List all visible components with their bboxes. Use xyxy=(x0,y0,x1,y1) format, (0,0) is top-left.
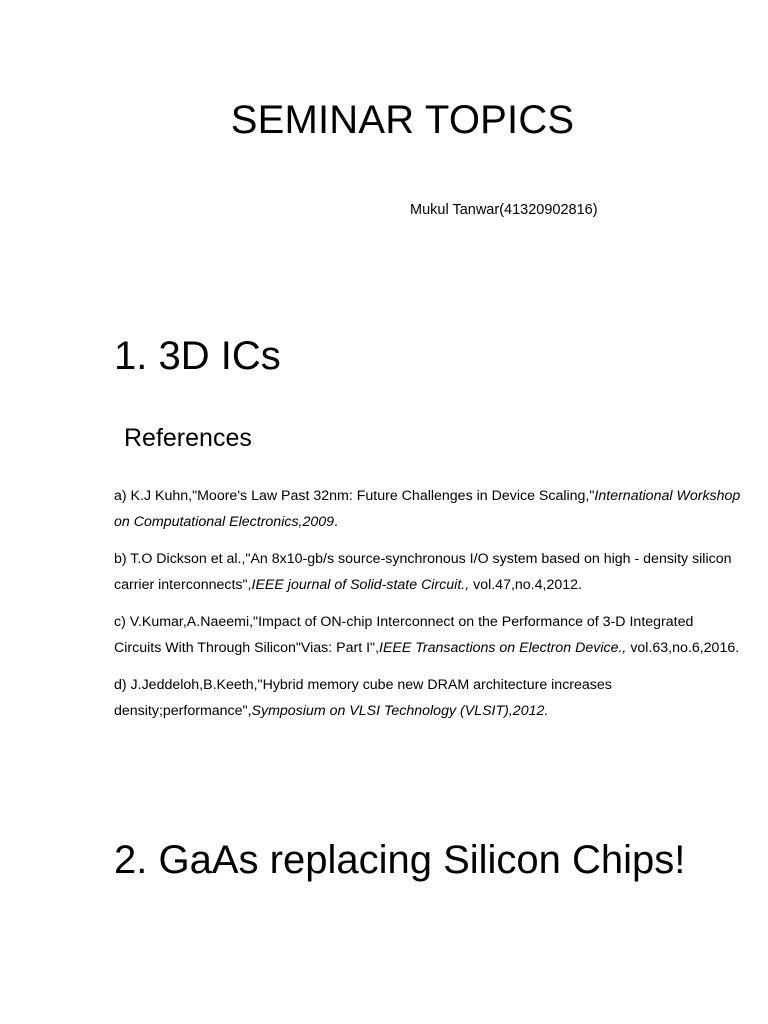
reference-item-a xyxy=(114,484,744,535)
reference-text: b) T.O Dickson et al.,"An 8x10-gb/s source-synchronous I/O system based on high - density silicon carrier interconnects", xyxy=(114,551,732,593)
reference-source: IEEE Transactions on Electron Device., xyxy=(379,639,627,656)
reference-tail: vol.47,no.4,2012. xyxy=(469,576,582,593)
section-heading-3d-ics: 1. 3D ICs xyxy=(114,334,281,378)
reference-item-b xyxy=(114,547,744,598)
reference-list xyxy=(114,484,744,736)
reference-source: IEEE journal of Solid-state Circuit., xyxy=(251,576,470,593)
reference-tail: vol.63,no.6,2016. xyxy=(626,639,740,656)
reference-item-c xyxy=(114,610,744,661)
section-heading-gaas: 2. GaAs replacing Silicon Chips! xyxy=(114,838,686,882)
reference-text: d) J.Jeddeloh,B.Keeth,"Hybrid memory cube new DRAM architecture increases density;performance", xyxy=(114,677,612,719)
reference-source: International Workshop on Computational Electronics,2009 xyxy=(114,488,741,530)
reference-text: c) V.Kumar,A.Naeemi,"Impact of ON-chip Interconnect on the Performance of 3-D Integrated Circuits With Through Silicon"Vias: Part I", xyxy=(114,614,694,656)
reference-tail: . xyxy=(334,513,338,530)
reference-item-d xyxy=(114,673,744,724)
author-line: Mukul Tanwar(41320902816) xyxy=(410,202,598,218)
document-title: SEMINAR TOPICS xyxy=(230,98,575,142)
reference-source: Symposium on VLSI Technology (VLSIT),2012. xyxy=(251,702,549,719)
reference-text: a) K.J Kuhn,"Moore's Law Past 32nm: Future Challenges in Device Scaling," xyxy=(114,488,595,504)
references-heading: References xyxy=(124,424,252,452)
